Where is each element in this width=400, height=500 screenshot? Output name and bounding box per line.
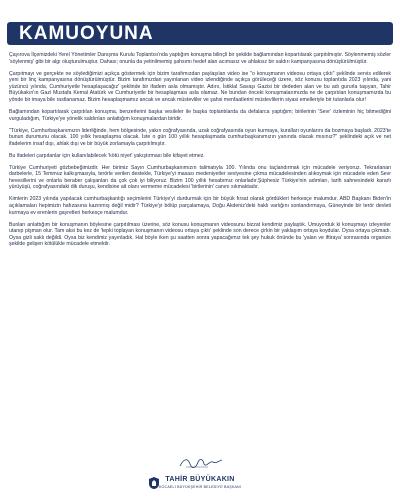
paragraph-4: "Türkiye, Cumhurbaşkanımızın liderliğinde, hem bölgesinde, yakın coğrafyasında, uzak coğrafyasında oyun kurmaya, kuralları oyunlarını da bozmaya başladı. 2023'te bunun durumunu olacak. 100 yıllık hesaplaşma olacak. İste o gün 100 yıllık hesaplaşmada cumhurbaşkanımızın yanında olacak mısınız?" şeklindeki açık ve net ifadelerim insaf dışı, ahlak dışı ve bir büyük zorlamayla çarpıtılmıştır.: [9, 127, 391, 147]
signature-block: [150, 456, 250, 496]
paragraph-3: Bağlamından kopartılarak çarpıtılan konuşma, benzerlerini başka vesileler ile başka toplantılarda da defalarca yaptığım; birilerinin 'Sevr' özleminin hiç bitmediğini vurguladığım, Türkiye'ye yönelik saldırıları anlattığım konuşmalardan biridir.: [9, 108, 391, 122]
paragraph-5: Bu ifadeleri çarpıtanlar için kullanılabilecek 'kötü niyet' yakıştırması bile kifayet etmez.: [9, 152, 205, 159]
municipality-logo-icon: [148, 476, 160, 490]
handwritten-signature-icon: [178, 456, 224, 470]
signer-title: KOCAELİ BÜYÜKŞEHİR BELEDİYE BAŞKANI: [158, 485, 242, 489]
signer-name: TAHİR BÜYÜKAKIN: [165, 476, 235, 483]
document-body: [9, 52, 391, 253]
paragraph-2: Çarpıtmayı ve gerçekte ne söylediğimizi açıkça göstermek için bizim tarafımızdan paylaşılan video ise "o konuşmanın videosu ortaya çıktı" şeklinde servis edilerek yeni bir linç kampanyasına dönüştürülmüştür. Bizim tarafımızdan yayınlanan video izlendiğinde açıkça görüleceği üzere, söz konusu toplantıda 2023 yılında, yani yüzüncü yılında, Cumhuriyetle hesaplaşacağız' şeklinde bir ifadem asla olmamıştır. Adını, İstiklal Savaşı Gazisi bir dededen alan ve bu adı gururla taşıyan, Tahir Büyükakın'ın Gazi Mustafa Kemal Atatürk ve Cumhuriyetle bir hesaplaşması asla olamaz. Ne bundan önceki konuşmalarımızda ne de çarpıtılan konuşmamızda bu yönde bir imaya bile rastlanamaz. Bizim hesaplaşmamız ancak ve ancak müstevliler ve şahsi menfaatlerini müstevlilerin siyasi emelleriyle bir tutanlarla olur!: [9, 70, 391, 103]
paragraph-8: Bunları anlattığım bir konuşmanın böylesine çarpıtılması üzerine, söz konusu konuşmanın videosunu bizzat kendimiz paylaştık. Umuyorduk ki konuşmayı izleyenler utanıp pişman olur. Tam aksi bu kez de 'tepki toplayan konuşmanın videosu ortaya çıktı' şeklinde son derece çirkin bir yaklaşım ortaya koydular. Oysa ortaya çıkmadı. Oysa gizli saklı değildi. Oysa biz kendimiz yayınladık. Hal böyle iken şu saatten sonra yapacağımız tek şey hukuk önünde bu 'yalan ve iftiraya' sonrasında organize şekilde gelişen kötülükle mücadele etmektir.: [9, 221, 391, 248]
document-title: KAMUOYUNA: [19, 23, 154, 44]
paragraph-6: Türkiye Cumhuriyeti gözbebeğimizdir. Her birimiz Sayın Cumhurbaşkanımızın talimatıyla 100. Yılında onu taçlandırmak için mücadele veriyoruz. Tekrarlanan darbelerle, 15 Temmuz kalkışmasıyla, terörle verilen destekle, Türkiye'yi masası medeniyetler seviyesine çıkma mücadelesinden alıkoymak için mücadele eden Sevr hevesillerini ve onlarla beraber çalışanları da çok çok iyi biliyoruz. Bizim 100 yıllık hesabımız onlarladır.Şüphesiz Türkiye'nin adımları, tarih sahnesindeki kararlı yürüyüşü, coğrafyasındaki dik duruşu, kendisine ait olanı vermeme mücadelesi 'birilerinin' canını sıkmaktadır.: [9, 164, 391, 191]
title-banner: [7, 22, 393, 45]
paragraph-1: Çayırova İlçemizdeki Yerel Yönetimler Danışma Kurulu Toplantısı'nda yaptığım konuşma bilinçli bir şekilde bağlamından kopartılarak çarpıtılmıştır. Söylenmemiş sözler 'söylenmiş' gibi bir algı oluşturulmuştur. Dahası; onunla da yetinilmemiş şahsımı hedef alan acımasız ve ahlaksız bir saldırı kampanyasına dönüştürülmüştür.: [9, 52, 391, 65]
paragraph-7: Kimlerin 2023 yılında yapılacak cumhurbaşkanlığı seçimlerini Türkiye'yi durdurmak için bir büyük fırsat olarak gördükleri herkesçe malumdur. ABD Başkanı Biden'in açıklamaları hepimizin hafızasına kazınmış değil midir? Türkiye'yi bölüp parçalamaya, Doğu Akdeniz'deki haklı varlığını sonlandırmaya, Güneyinde bir terör devleti kurmaya ev erenlerin gayretleri herkesçe malumdur.: [9, 196, 391, 216]
